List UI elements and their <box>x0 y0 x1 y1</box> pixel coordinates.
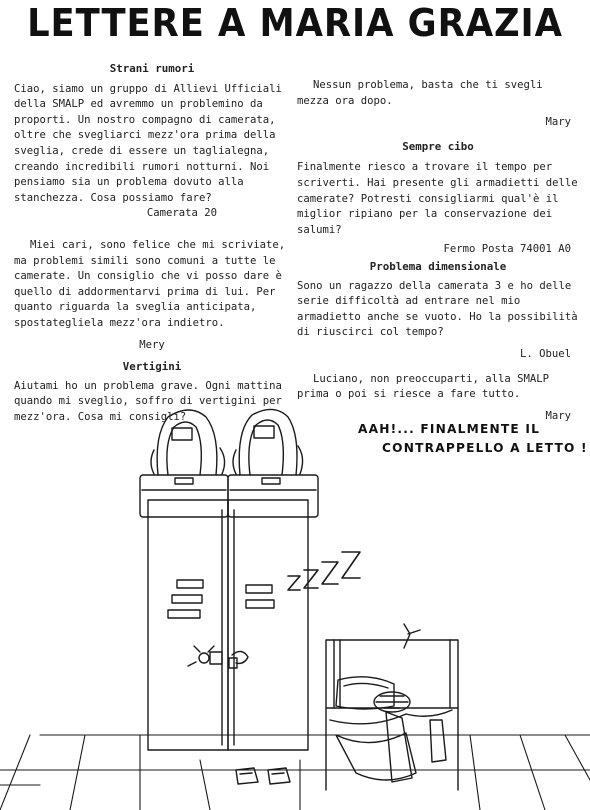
page-title: LETTERE A MARIA GRAZIA <box>27 1 563 45</box>
letter-body: Finalmente riesco a trovare il tempo per scriverti. Hai presente gli armadietti delle camerate? Potresti consigliarmi qual'è il miglior ripiano per la conservazione dei salumi? <box>297 161 578 236</box>
letter-body: Aiutami ho un problema grave. Ogni mattina quando mi sveglio, soffro di vertigini per mezz'ora. Cosa mi consigli? <box>14 379 282 423</box>
sleep-zzz <box>288 552 360 590</box>
floor <box>0 735 590 810</box>
backpack-right <box>233 409 303 475</box>
letter-signature: Fermo Posta 74001 A0 <box>443 243 571 256</box>
reply-body: Luciano, non preoccuparti, alla SMALP prima o poi si riesce a fare tutto. <box>297 372 549 401</box>
suitcase-right <box>228 475 318 517</box>
reply-body: Miei cari, sono felice che mi scriviate, ma problemi simili sono comuni a tutte le camerate. Un consiglio che vi posso dare è quello di addormentarvi prima di lui. Per quanto riguarda la sveglia anticipata, spostategliela mezz'ora indietro. <box>14 238 286 329</box>
letter-body: Ciao, siamo un gruppo di Allievi Ufficiali della SMALP ed avremmo un problemino da proporti. Un nostro compagno di camerata, oltre che svegliarci mezz'ora prima della sveglia, crede di essere un taglialegna, creando incredibili rumori notturni. Noi pensiamo sia un problema dovuto alla stanchezza. Cosa possiamo fare? <box>14 82 282 204</box>
letter-heading-sempre-cibo: Sempre cibo <box>402 139 474 153</box>
page-header <box>0 0 590 52</box>
caption-line-2: CONTRAPPELLO A LETTO ! <box>382 441 588 455</box>
letter-heading-problema-dimensionale: Problema dimensionale <box>369 259 507 273</box>
letter-heading-strani-rumori: Strani rumori <box>109 62 195 75</box>
reply-signature: Mary <box>545 116 571 129</box>
letter-body: Sono un ragazzo della camerata 3 e ho delle serie difficoltà ad entrare nel mio armadietto anche se vuoto. Ho la possibilità di riuscirci col tempo? <box>297 279 578 339</box>
cartoon-illustration <box>0 390 590 810</box>
backpack-left <box>151 410 225 475</box>
reply-signature: Mary <box>545 409 571 422</box>
bed <box>326 624 458 790</box>
locker-right <box>188 500 308 750</box>
reply-body: Nessun problema, basta che ti svegli mezza ora dopo. <box>297 79 543 107</box>
letter-signature: Camerata 20 <box>146 207 218 220</box>
letter-heading-vertigini: Vertigini <box>122 360 182 374</box>
reply-signature: Mery <box>139 338 165 351</box>
left-column <box>14 60 290 425</box>
locker-left <box>148 500 228 750</box>
caption-line-1: AAH!... FINALMENTE IL <box>358 422 541 436</box>
right-column <box>297 60 579 424</box>
letter-signature: L. Obuel <box>519 347 571 360</box>
suitcase-left <box>140 475 228 517</box>
